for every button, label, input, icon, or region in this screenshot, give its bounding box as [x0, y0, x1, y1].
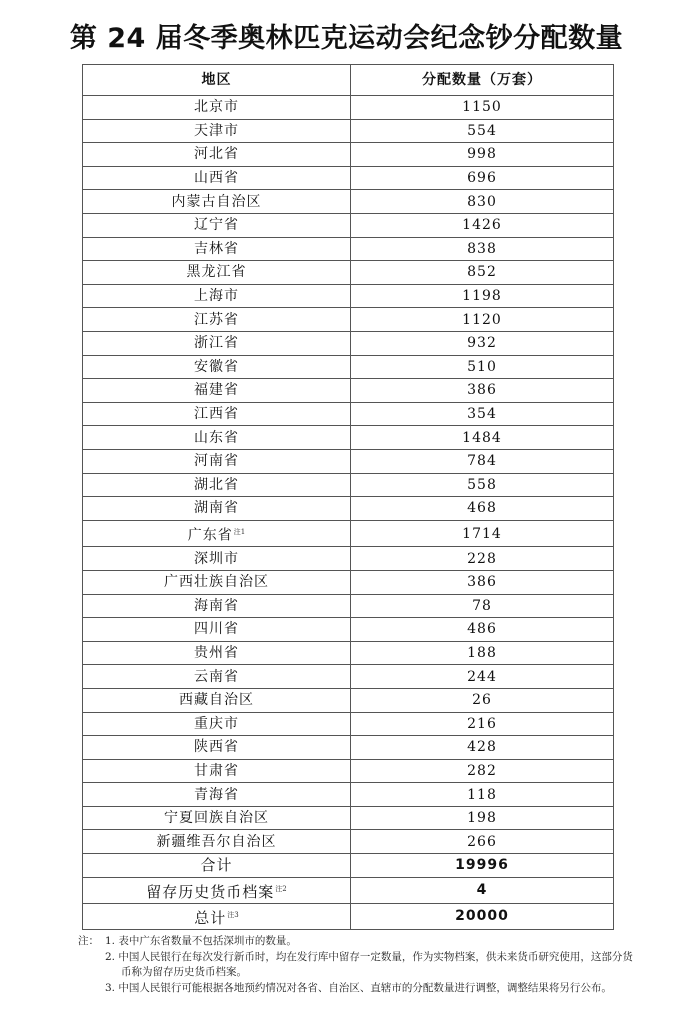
- amount-cell: 188: [351, 641, 614, 665]
- total-amount: 20000: [351, 903, 614, 929]
- amount-cell: 282: [351, 759, 614, 783]
- total-row: [83, 903, 614, 929]
- amount-cell: 1484: [351, 426, 614, 450]
- region-cell: [83, 712, 351, 736]
- amount-cell: 510: [351, 355, 614, 379]
- table-row: [83, 547, 614, 571]
- amount-cell: 1120: [351, 308, 614, 332]
- region-name: 湖北省: [194, 476, 239, 493]
- region-name: 四川省: [194, 621, 239, 638]
- amount-cell: 696: [351, 166, 614, 190]
- page-title: 第 24 届冬季奥林匹克运动会纪念钞分配数量: [69, 23, 624, 54]
- region-name: 江西省: [194, 406, 239, 423]
- footnote-item: 3. 中国人民银行可能根据各地预约情况对各省、自治区、直辖市的分配数量进行调整，调整结果将另行公布。: [105, 981, 612, 994]
- region-name: 深圳市: [194, 550, 239, 567]
- table-row: [83, 143, 614, 167]
- region-cell: [83, 119, 351, 143]
- table-row: [83, 830, 614, 854]
- region-note-marker: 注1: [233, 527, 246, 536]
- table-row: [83, 426, 614, 450]
- region-name: 福建省: [194, 382, 239, 399]
- allocation-table: [82, 64, 614, 930]
- table-row: [83, 355, 614, 379]
- amount-cell: 486: [351, 618, 614, 642]
- amount-cell: 554: [351, 119, 614, 143]
- total-note-marker: 注3: [227, 910, 239, 919]
- table-row: [83, 402, 614, 426]
- footnote-item: 1. 表中广东省数量不包括深圳市的数量。: [105, 935, 297, 947]
- region-name: 贵州省: [194, 645, 239, 662]
- table-header-row: [83, 65, 614, 96]
- table-row: [83, 759, 614, 783]
- region-name: 云南省: [194, 668, 239, 685]
- region-name: 安徽省: [194, 358, 239, 375]
- table-row: [83, 497, 614, 521]
- amount-cell: 26: [351, 688, 614, 712]
- region-cell: [83, 143, 351, 167]
- region-cell: [83, 237, 351, 261]
- amount-cell: 1426: [351, 213, 614, 237]
- amount-cell: 244: [351, 665, 614, 689]
- region-name: 北京市: [194, 99, 239, 116]
- region-name: 西藏自治区: [179, 692, 254, 709]
- table-row: [83, 331, 614, 355]
- subtotal-label: [83, 854, 351, 878]
- subtotal-amount: 19996: [351, 854, 614, 878]
- amount-cell: 1714: [351, 520, 614, 547]
- region-cell: [83, 806, 351, 830]
- table-row: [83, 190, 614, 214]
- table-row: [83, 261, 614, 285]
- total-label-text: 总计: [194, 908, 227, 927]
- region-name: 山西省: [194, 170, 239, 187]
- region-cell: [83, 759, 351, 783]
- amount-cell: 266: [351, 830, 614, 854]
- table-row: [83, 806, 614, 830]
- region-cell: [83, 665, 351, 689]
- region-name: 河北省: [194, 146, 239, 163]
- region-cell: [83, 520, 351, 547]
- amount-cell: 838: [351, 237, 614, 261]
- amount-cell: 1150: [351, 96, 614, 120]
- table-row: [83, 166, 614, 190]
- region-cell: [83, 213, 351, 237]
- region-cell: [83, 379, 351, 403]
- region-name: 青海省: [194, 786, 239, 803]
- region-name: 内蒙古自治区: [171, 193, 262, 210]
- column-header-amount: 分配数量（万套）: [351, 65, 614, 96]
- footnotes-lead: 注：: [78, 935, 99, 947]
- region-name: 宁夏回族自治区: [164, 810, 269, 827]
- archive-label-text: 留存历史货币档案: [146, 882, 275, 901]
- column-header-region: 地区: [83, 65, 351, 96]
- amount-cell: 852: [351, 261, 614, 285]
- region-cell: [83, 688, 351, 712]
- region-name: 重庆市: [194, 715, 239, 732]
- archive-label: [83, 877, 351, 903]
- region-cell: [83, 736, 351, 760]
- table-row: [83, 641, 614, 665]
- region-cell: [83, 830, 351, 854]
- region-name: 天津市: [194, 122, 239, 139]
- table-body: [83, 96, 614, 854]
- table-row: [83, 96, 614, 120]
- region-name: 广西壮族自治区: [164, 574, 269, 591]
- region-cell: [83, 426, 351, 450]
- region-cell: [83, 449, 351, 473]
- table-row: [83, 379, 614, 403]
- region-cell: [83, 355, 351, 379]
- amount-cell: 78: [351, 594, 614, 618]
- region-cell: [83, 547, 351, 571]
- region-name: 湖南省: [194, 500, 239, 517]
- amount-cell: 354: [351, 402, 614, 426]
- table-row: [83, 783, 614, 807]
- region-cell: [83, 594, 351, 618]
- region-name: 广东省: [187, 527, 233, 544]
- region-name: 浙江省: [194, 335, 239, 352]
- amount-cell: 830: [351, 190, 614, 214]
- amount-cell: 1198: [351, 284, 614, 308]
- region-cell: [83, 308, 351, 332]
- region-cell: [83, 618, 351, 642]
- amount-cell: 228: [351, 547, 614, 571]
- table-row: [83, 688, 614, 712]
- region-cell: [83, 166, 351, 190]
- archive-note-marker: 注2: [275, 884, 287, 893]
- amount-cell: 558: [351, 473, 614, 497]
- footnotes: [78, 934, 638, 996]
- amount-cell: 428: [351, 736, 614, 760]
- table-row: [83, 308, 614, 332]
- table-summary: [83, 854, 614, 930]
- footnote-item: 2. 中国人民银行在每次发行新币时，均在发行库中留存一定数量，作为实物档案，供未来货币研究使用，这部分货币称为留存历史货币档案。: [105, 950, 633, 978]
- region-cell: [83, 783, 351, 807]
- amount-cell: 784: [351, 449, 614, 473]
- region-cell: [83, 473, 351, 497]
- region-name: 甘肃省: [194, 762, 239, 779]
- region-cell: [83, 402, 351, 426]
- region-cell: [83, 96, 351, 120]
- amount-cell: 386: [351, 570, 614, 594]
- region-name: 海南省: [194, 597, 239, 614]
- table-row: [83, 119, 614, 143]
- amount-cell: 198: [351, 806, 614, 830]
- region-cell: [83, 190, 351, 214]
- amount-cell: 386: [351, 379, 614, 403]
- amount-cell: 216: [351, 712, 614, 736]
- amount-cell: 468: [351, 497, 614, 521]
- archive-row: [83, 877, 614, 903]
- table-row: [83, 237, 614, 261]
- total-label: [83, 903, 351, 929]
- table-row: [83, 213, 614, 237]
- table-row: [83, 618, 614, 642]
- region-cell: [83, 497, 351, 521]
- amount-cell: 118: [351, 783, 614, 807]
- region-name: 黑龙江省: [186, 264, 247, 281]
- table-row: [83, 473, 614, 497]
- table-row: [83, 449, 614, 473]
- region-name: 吉林省: [194, 240, 239, 257]
- subtotal-label-text: 合计: [200, 856, 233, 875]
- region-name: 上海市: [194, 288, 239, 305]
- footnote-list: [105, 934, 638, 996]
- region-name: 河南省: [194, 453, 239, 470]
- table-row: [83, 284, 614, 308]
- region-cell: [83, 331, 351, 355]
- region-cell: [83, 284, 351, 308]
- table-row: [83, 520, 614, 547]
- table-row: [83, 594, 614, 618]
- archive-amount: 4: [351, 877, 614, 903]
- table-row: [83, 712, 614, 736]
- table-row: [83, 570, 614, 594]
- region-name: 山东省: [194, 429, 239, 446]
- region-cell: [83, 570, 351, 594]
- region-name: 陕西省: [194, 739, 239, 756]
- subtotal-row: [83, 854, 614, 878]
- region-name: 江苏省: [194, 311, 239, 328]
- table-row: [83, 665, 614, 689]
- region-cell: [83, 261, 351, 285]
- amount-cell: 998: [351, 143, 614, 167]
- region-name: 辽宁省: [194, 217, 239, 234]
- table-row: [83, 736, 614, 760]
- amount-cell: 932: [351, 331, 614, 355]
- region-name: 新疆维吾尔自治区: [156, 833, 277, 850]
- region-cell: [83, 641, 351, 665]
